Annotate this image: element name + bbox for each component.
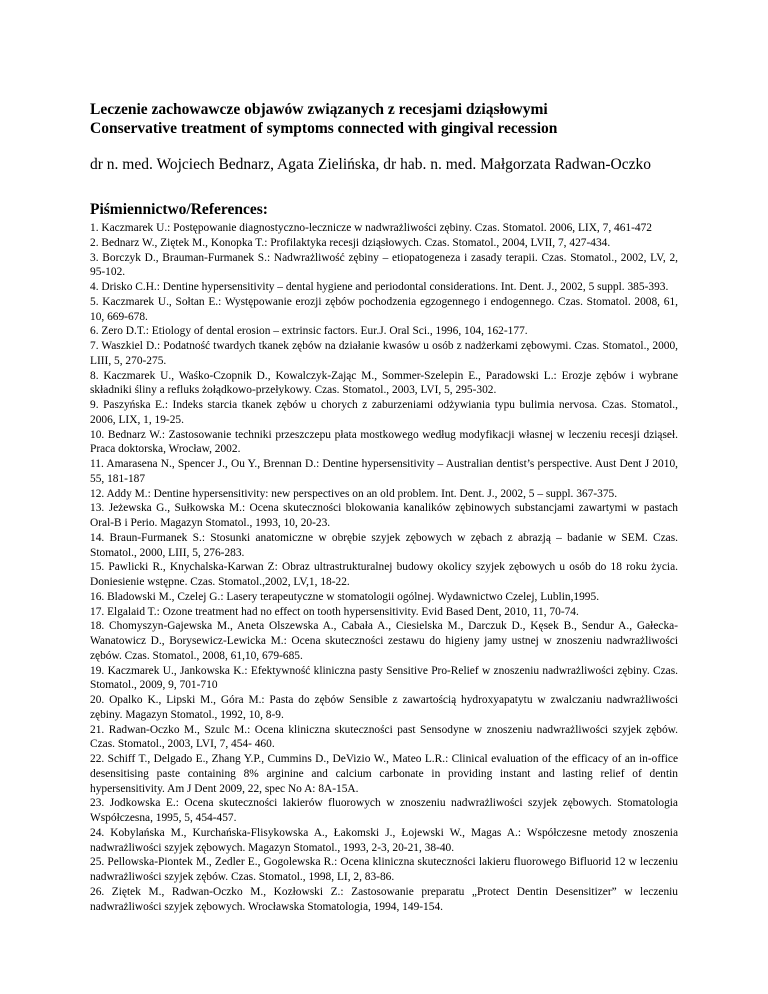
reference-item: 21. Radwan-Oczko M., Szulc M.: Ocena kliniczna skuteczności past Sensodyne w znoszeniu nadwrażliwości szyjek zębów. Czas. Stomatol., 2003, LVI, 7, 454- 460. <box>90 723 678 751</box>
reference-item: 3. Borczyk D., Brauman-Furmanek S.: Nadwrażliwość zębiny – etiopatogeneza i zasady terapii. Czas. Stomatol., 2002, LV, 2, 95-102. <box>90 251 678 279</box>
reference-item: 15. Pawlicki R., Knychalska-Karwan Z: Obraz ultrastrukturalnej budowy okolicy szyjek zębowych u osób do 18 roku życia. Doniesienie wstępne. Czas. Stomatol.,2002, LV,1, 18-22. <box>90 561 678 588</box>
reference-item: 16. Bladowski M., Czelej G.: Lasery terapeutyczne w stomatologii ogólnej. Wydawnictwo Czelej, Lublin,1995. <box>90 590 600 603</box>
reference-item: 25. Pellowska-Piontek M., Zedler E., Gogolewska R.: Ocena kliniczna skuteczności lakieru fluorowego Bifluorid 12 w leczeniu nadwrażliwości szyjek zębów. Czas. Stomatol., 1998, LI, 2, 83-86. <box>90 856 678 883</box>
reference-item: 9. Paszyńska E.: Indeks starcia tkanek zębów u chorych z zaburzeniami odżywiania typu bulimia nervosa. Czas. Stomatol., 2006, LIX, 1, 19-25. <box>90 399 678 426</box>
reference-item: 2. Bednarz W., Ziętek M., Konopka T.: Profilaktyka recesji dziąsłowych. Czas. Stomatol., 2004, LVII, 7, 427-434. <box>90 236 611 249</box>
reference-item: 6. Zero D.T.: Etiology of dental erosion – extrinsic factors. Eur.J. Oral Sci., 1996, 104, 162-177. <box>90 325 528 338</box>
reference-item: 10. Bednarz W.: Zastosowanie techniki przeszczepu płata mostkowego według modyfikacji własnej w leczeniu recesji dziąseł. Praca doktorska, Wrocław, 2002. <box>90 428 678 456</box>
references-list <box>90 221 678 914</box>
reference-item: 26. Ziętek M., Radwan-Oczko M., Kozłowski Z.: Zastosowanie preparatu „Protect Dentin Desensitizer” w leczeniu nadwrażliwości szyjek zębowych. Wrocławska Stomatologia, 1994, 149-154. <box>90 885 678 913</box>
reference-item: 20. Opalko K., Lipski M., Góra M.: Pasta do zębów Sensible z zawartością hydroxyapatytu w zwalczaniu nadwrażliwości zębiny. Magazyn Stomatol., 1992, 10, 8-9. <box>90 694 678 721</box>
reference-item: 4. Drisko C.H.: Dentine hypersensitivity – dental hygiene and periodontal considerations. Int. Dent. J., 2002, 5 suppl. 385-393. <box>90 281 669 293</box>
reference-item: 12. Addy M.: Dentine hypersensitivity: new perspectives on an old problem. Int. Dent. J., 2002, 5 – suppl. 367-375. <box>90 487 618 500</box>
title-english: Conservative treatment of symptoms connected with gingival recession <box>90 120 558 137</box>
reference-item: 24. Kobylańska M., Kurchańska-Flisykowska A., Łakomski J., Łojewski W., Magas A.: Współczesne metody znoszenia nadwrażliwości szyjek zębowych. Magazyn Stomatol., 1993, 2-3, 20-21, 38-40. <box>90 826 678 854</box>
document-page <box>90 100 678 914</box>
reference-item: 18. Chomyszyn-Gajewska M., Aneta Olszewska A., Cabała A., Ciesielska M., Darczuk D., Kęsek B., Sendur A., Gałecka-Wanatowicz D., Borysewicz-Lewicka M.: Ocena skuteczności zestawu do higieny jamy ustnej w znoszeniu nadwrażliwości zębów. Czas. Stomatol., 2008, 61,10, 679-685. <box>90 620 678 662</box>
reference-item: 22. Schiff T., Delgado E., Zhang Y.P., Cummins D., DeVizio W., Mateo L.R.: Clinical evaluation of the efficacy of an in-office desensitising paste containing 8% arginine and calcium carbonate in providing instant and lasting relief of dentin hypersensitivity. Am J Dent 2009, 22, spec No A: 8A-15A. <box>90 753 678 795</box>
reference-item: 8. Kaczmarek U., Waśko-Czopnik D., Kowalczyk-Zając M., Sommer-Szelepin E., Paradowski L.: Erozje zębów i wybrane składniki śliny a refluks żołądkowo-przełykowy. Czas. Stomatol., 2003, LVI, 5, 295-302. <box>90 369 678 397</box>
references-heading: Piśmiennictwo/References: <box>90 201 268 218</box>
reference-item: 19. Kaczmarek U., Jankowska K.: Efektywność kliniczna pasty Sensitive Pro-Relief w znoszeniu nadwrażliwości zębiny. Czas. Stomatol., 2009, 9, 701-710 <box>90 664 678 692</box>
reference-item: 11. Amarasena N., Spencer J., Ou Y., Brennan D.: Dentine hypersensitivity – Australian dentist’s perspective. Aust Dent J 2010, 55, 181-187 <box>90 458 678 485</box>
reference-item: 5. Kaczmarek U., Sołtan E.: Występowanie erozji zębów pochodzenia egzogennego i endogennego. Czas. Stomatol. 2008, 61, 10, 669-678. <box>90 295 678 323</box>
reference-item: 17. Elgalaid T.: Ozone treatment had no effect on tooth hypersensitivity. Evid Based Dent, 2010, 11, 70-74. <box>90 605 579 618</box>
authors-line: dr n. med. Wojciech Bednarz, Agata Zielińska, dr hab. n. med. Małgorzata Radwan-Oczko <box>90 156 652 173</box>
reference-item: 14. Braun-Furmanek S.: Stosunki anatomiczne w obrębie szyjek zębowych w zębach z abrazją – badanie w SEM. Czas. Stomatol., 2000, LIII, 5, 276-283. <box>90 531 678 559</box>
reference-item: 23. Jodkowska E.: Ocena skuteczności lakierów fluorowych w znoszeniu nadwrażliwości szyjek zębowych. Stomatologia Współczesna, 1995, 5, 454-457. <box>90 797 678 824</box>
title-polish: Leczenie zachowawcze objawów związanych z recesjami dziąsłowymi <box>90 101 548 118</box>
reference-item: 13. Jeżewska G., Sułkowska M.: Ocena skuteczności blokowania kanalików zębinowych substancjami zawartymi w pastach Oral-B i Perio. Magazyn Stomatol., 1993, 10, 20-23. <box>90 502 678 529</box>
reference-item: 1. Kaczmarek U.: Postępowanie diagnostyczno-lecznicze w nadwrażliwości zębiny. Czas. Stomatol. 2006, LIX, 7, 461-472 <box>90 222 652 234</box>
reference-item: 7. Waszkiel D.: Podatność twardych tkanek zębów na działanie kwasów u osób z nadżerkami zębowymi. Czas. Stomatol., 2000, LIII, 5, 270-275. <box>90 340 678 367</box>
